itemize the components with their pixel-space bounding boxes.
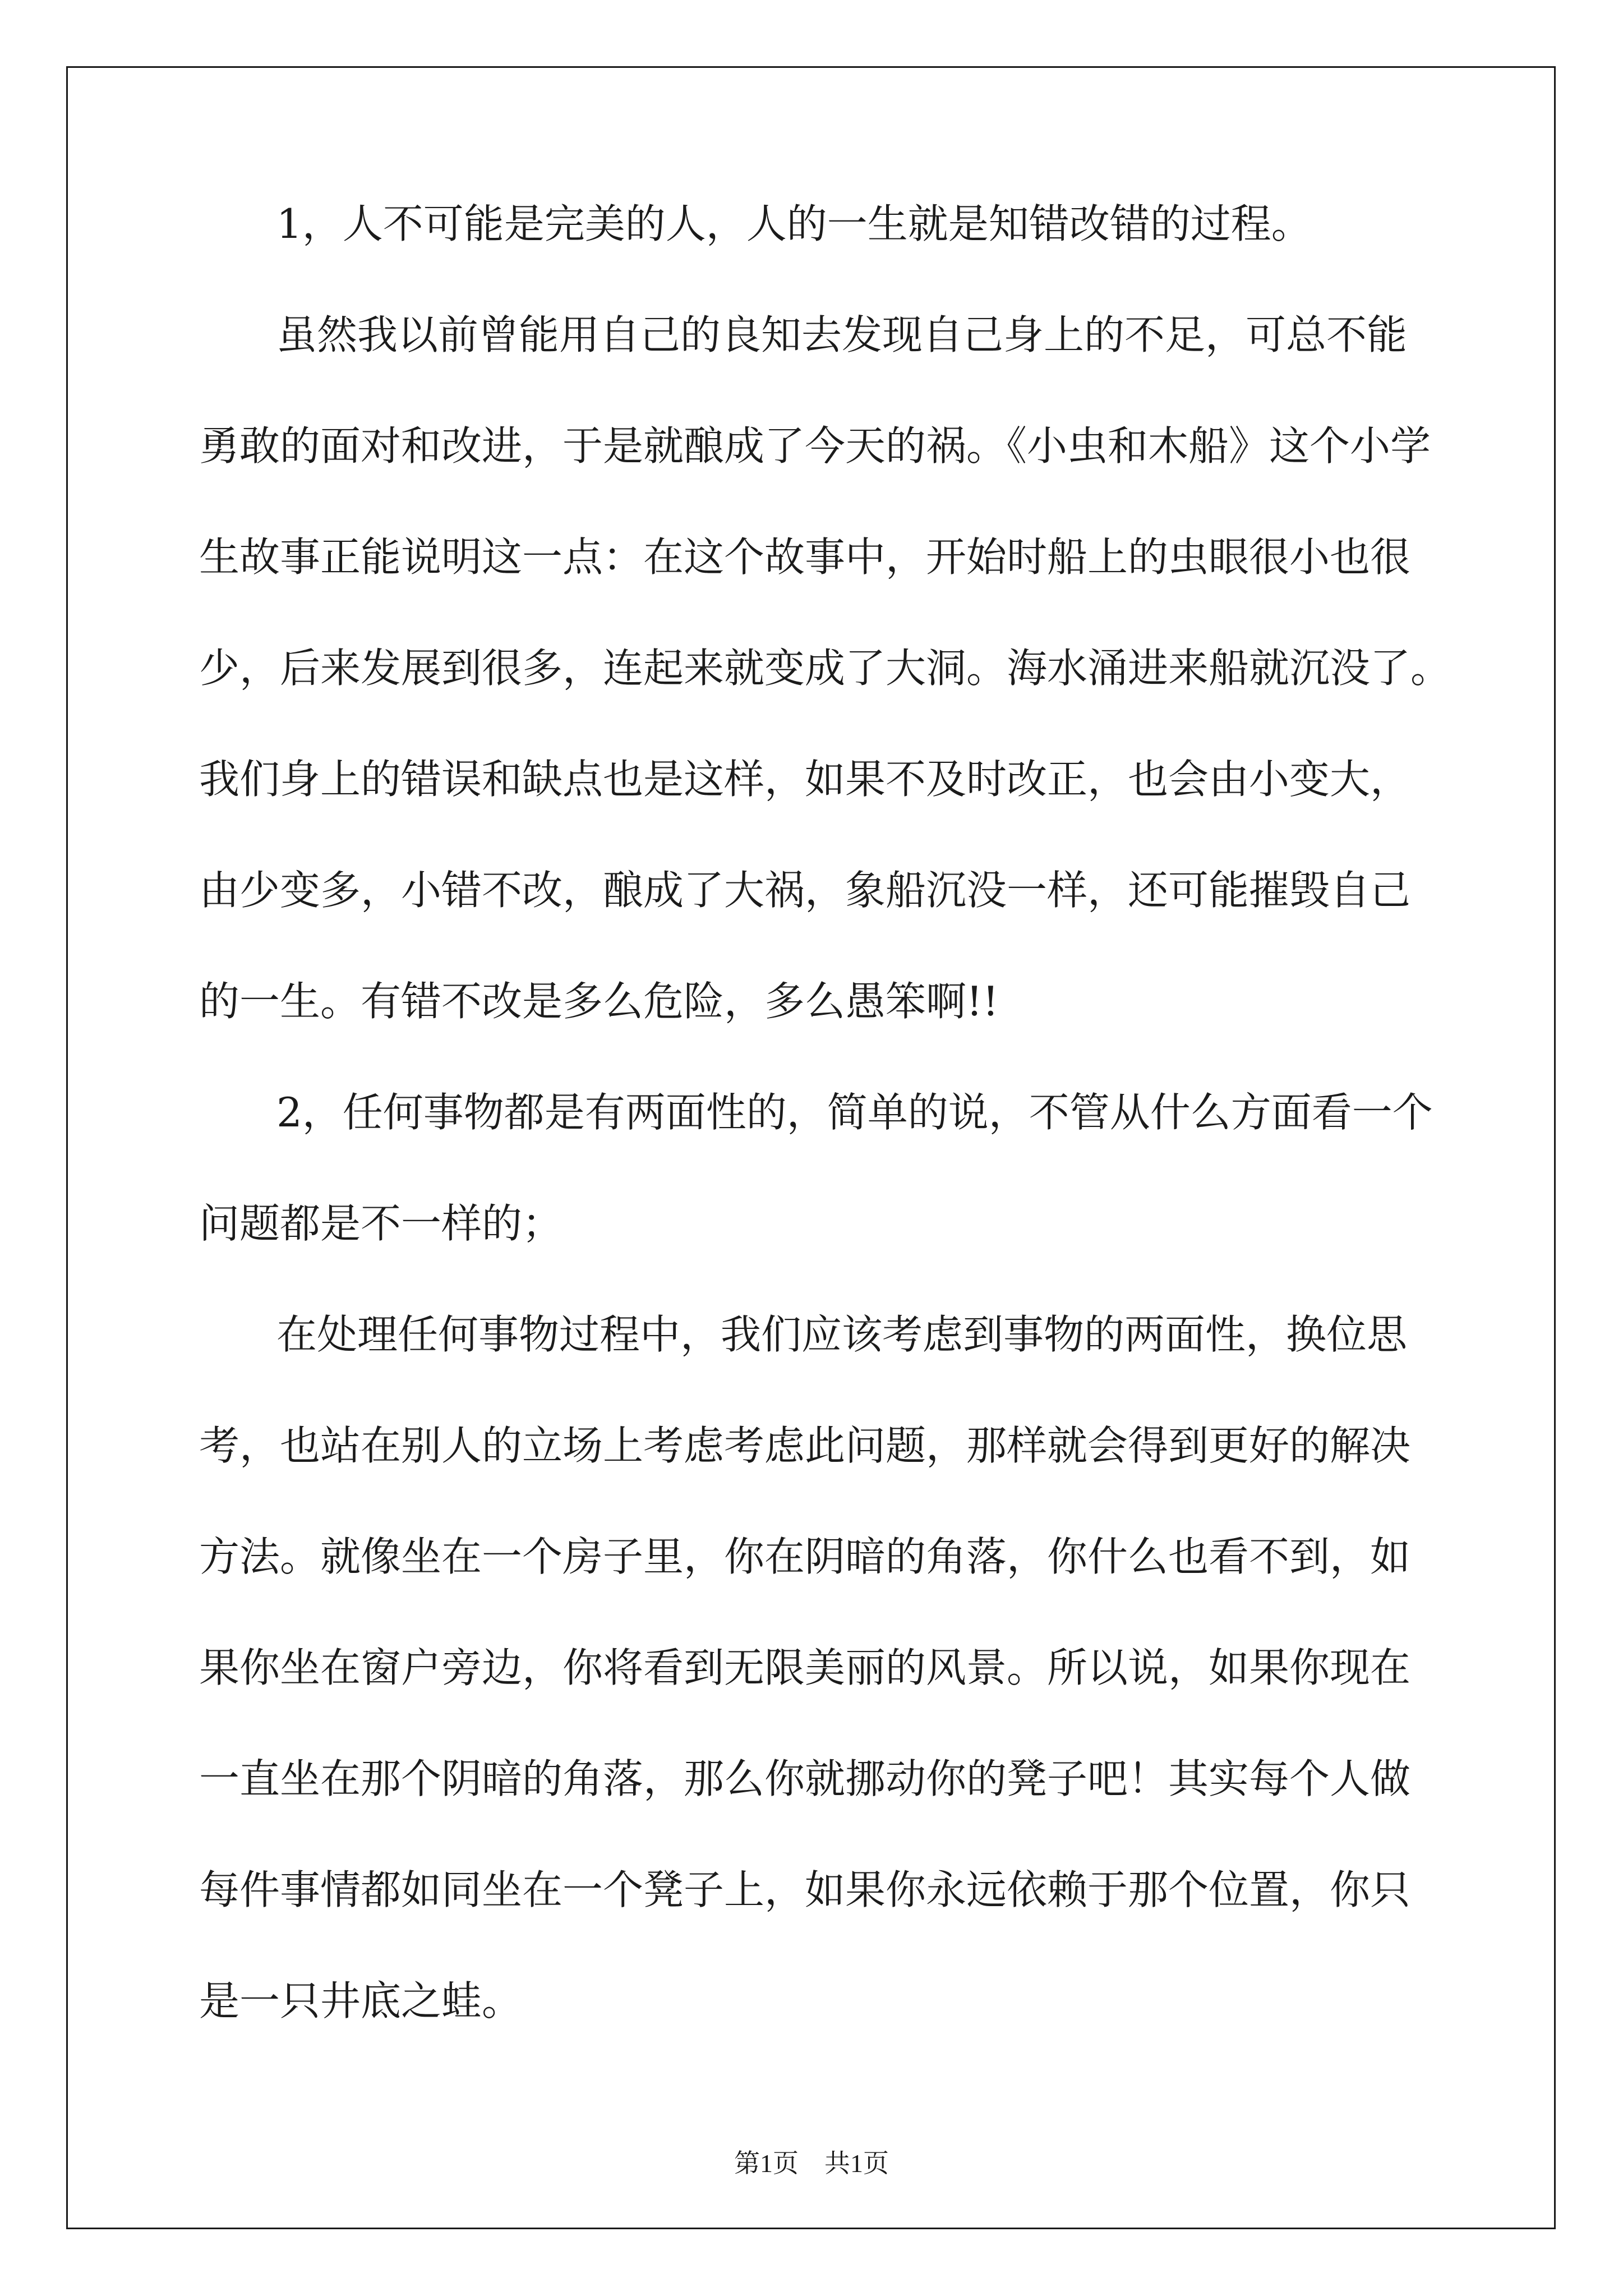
text-line: 是一只井底之蛙。 [199,1977,523,2024]
text-line: 虽然我以前曾能用自己的良知去发现自己身上的不足，可总不能 [276,311,1408,358]
text-line: 生故事正能说明这一点：在这个故事中，开始时船上的虫眼很小也很 [199,533,1411,581]
text-line: 1，人不可能是完美的人，人的一生就是知错改错的过程。 [276,200,1312,247]
text-line: 问题都是不一样的； [199,1200,563,1247]
text-line: 考，也站在别人的立场上考虑考虑此问题，那样就会得到更好的解决 [199,1422,1411,1469]
text-line: 2，任何事物都是有两面性的，简单的说，不管从什么方面看一个 [276,1089,1433,1136]
text-line: 我们身上的错误和缺点也是这样，如果不及时改正，也会由小变大， [199,756,1411,803]
text-line: 少，后来发展到很多，连起来就变成了大洞。海水涌进来船就沉没了。 [199,645,1451,692]
text-line: 方法。就像坐在一个房子里，你在阴暗的角落，你什么也看不到，如 [199,1533,1411,1580]
page-footer: 第1页 共1页 [734,2149,889,2178]
text-line: 在处理任何事物过程中，我们应该考虑到事物的两面性，换位思 [276,1311,1408,1358]
text-line: 一直坐在那个阴暗的角落，那么你就挪动你的凳子吧！其实每个人做 [199,1755,1411,1802]
text-line: 由少变多，小错不改，酿成了大祸，象船沉没一样，还可能摧毁自己 [199,867,1411,914]
text-line: 果你坐在窗户旁边，你将看到无限美丽的风景。所以说，如果你现在 [199,1644,1411,1691]
text-line: 的一生。有错不改是多么危险，多么愚笨啊!! [199,978,999,1025]
text-line: 勇敢的面对和改进，于是就酿成了今天的祸。《小虫和木船》这个小学 [199,422,1431,470]
text-line: 每件事情都如同坐在一个凳子上，如果你永远依赖于那个位置，你只 [199,1866,1411,1913]
